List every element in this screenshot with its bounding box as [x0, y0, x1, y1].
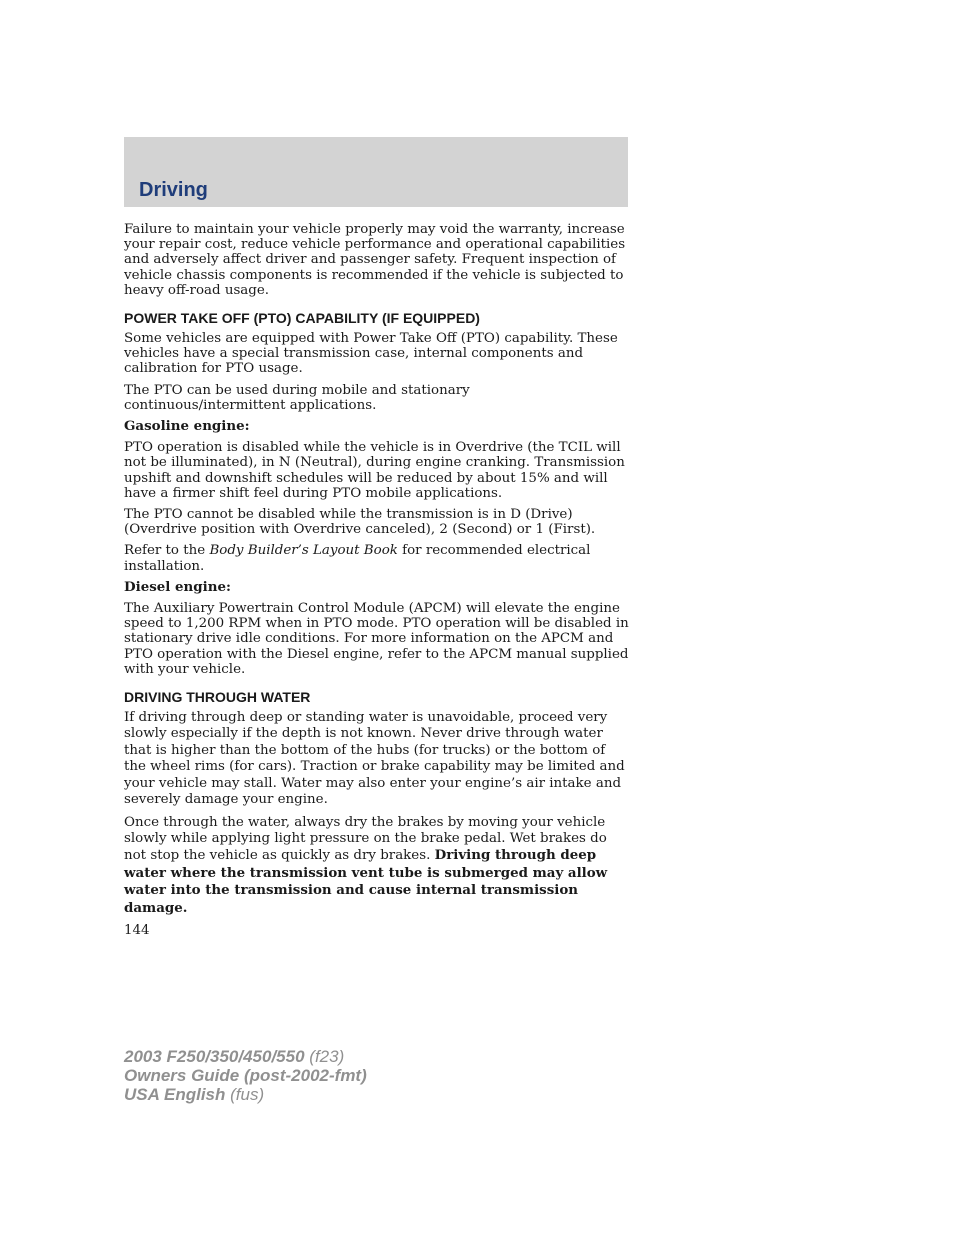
gasoline-paragraph-1: PTO operation is disabled while the vehicle is in Overdrive (the TCIL will not be illuminated), in N (Neutral), during engine cranking. Transmission upshift and downshift schedules will be reduced by about 15% and will have a firmer shift feel during PTO mobile applications. — [124, 440, 625, 501]
water-paragraph-2 — [124, 815, 630, 917]
footer-language: USA English — [124, 1085, 226, 1104]
page-number: 144 — [124, 922, 150, 938]
pto-paragraph-2: The PTO can be used during mobile and stationary continuous/intermittent applications. — [124, 382, 470, 413]
intro-paragraph: Failure to maintain your vehicle properly may void the warranty, increase your repair cost, reduce vehicle performance and operational capabilities and adversely affect driver and passenger safety. Frequent inspection of vehicle chassis components is recommended if the vehicle is subjected to heavy off-road usage. — [124, 222, 626, 298]
page-content — [124, 222, 630, 944]
body-builders-layout-book-title: Body Builder’s Layout Book — [209, 543, 398, 559]
water-heading: DRIVING THROUGH WATER — [124, 689, 311, 706]
water-warning-text: Driving through deep water where the transmission vent tube is submerged may allow water into the transmission and cause internal transmission damage. — [124, 847, 608, 916]
water-paragraph-2-text: Once through the water, always dry the brakes by moving your vehicle slowly while applying light pressure on the brake pedal. Wet brakes do not stop the vehicle as quickly as dry brakes. — [124, 814, 607, 864]
diesel-paragraph-1: The Auxiliary Powertrain Control Module (APCM) will elevate the engine speed to 1,200 RPM when in PTO mode. PTO operation will be disabled in stationary drive idle conditions. For more information on the APCM and PTO operation with the Diesel engine, refer to the APCM manual supplied with your vehicle. — [124, 601, 629, 677]
gasoline-engine-heading: Gasoline engine: — [124, 418, 250, 435]
diesel-engine-heading: Diesel engine: — [124, 578, 231, 595]
footer-line-1 — [124, 1047, 367, 1066]
section-title: Driving — [139, 179, 208, 201]
footer-language-code: (fus) — [225, 1085, 265, 1104]
refer-suffix: for recommended electrical installation. — [124, 543, 591, 574]
section-header-band — [124, 137, 628, 207]
refer-prefix: Refer to the — [124, 543, 210, 559]
footer-model-code: (f23) — [304, 1047, 345, 1066]
gasoline-paragraph-2: The PTO cannot be disabled while the transmission is in D (Drive) (Overdrive position with Overdrive canceled), 2 (Second) or 1 (First). — [124, 507, 596, 538]
footer-line-3 — [124, 1085, 367, 1104]
refer-paragraph — [124, 543, 630, 573]
pto-heading: POWER TAKE OFF (PTO) CAPABILITY (IF EQUIPPED) — [124, 310, 480, 327]
document-footer — [124, 1047, 367, 1104]
footer-line-2: Owners Guide (post-2002-fmt) — [124, 1066, 367, 1085]
driving-through-water-section — [124, 689, 630, 917]
pto-paragraph-1: Some vehicles are equipped with Power Take Off (PTO) capability. These vehicles have a special transmission case, internal components and calibration for PTO usage. — [124, 331, 618, 377]
footer-model: 2003 F250/350/450/550 — [124, 1047, 305, 1066]
water-paragraph-1: If driving through deep or standing water is unavoidable, proceed very slowly especially if the depth is not known. Never drive through water that is higher than the bottom of the hubs (for trucks) or the bottom of the wheel rims (for cars). Traction or brake capability may be limited and your vehicle may stall. Water may also enter your engine’s air intake and severely damage your engine. — [124, 710, 625, 808]
